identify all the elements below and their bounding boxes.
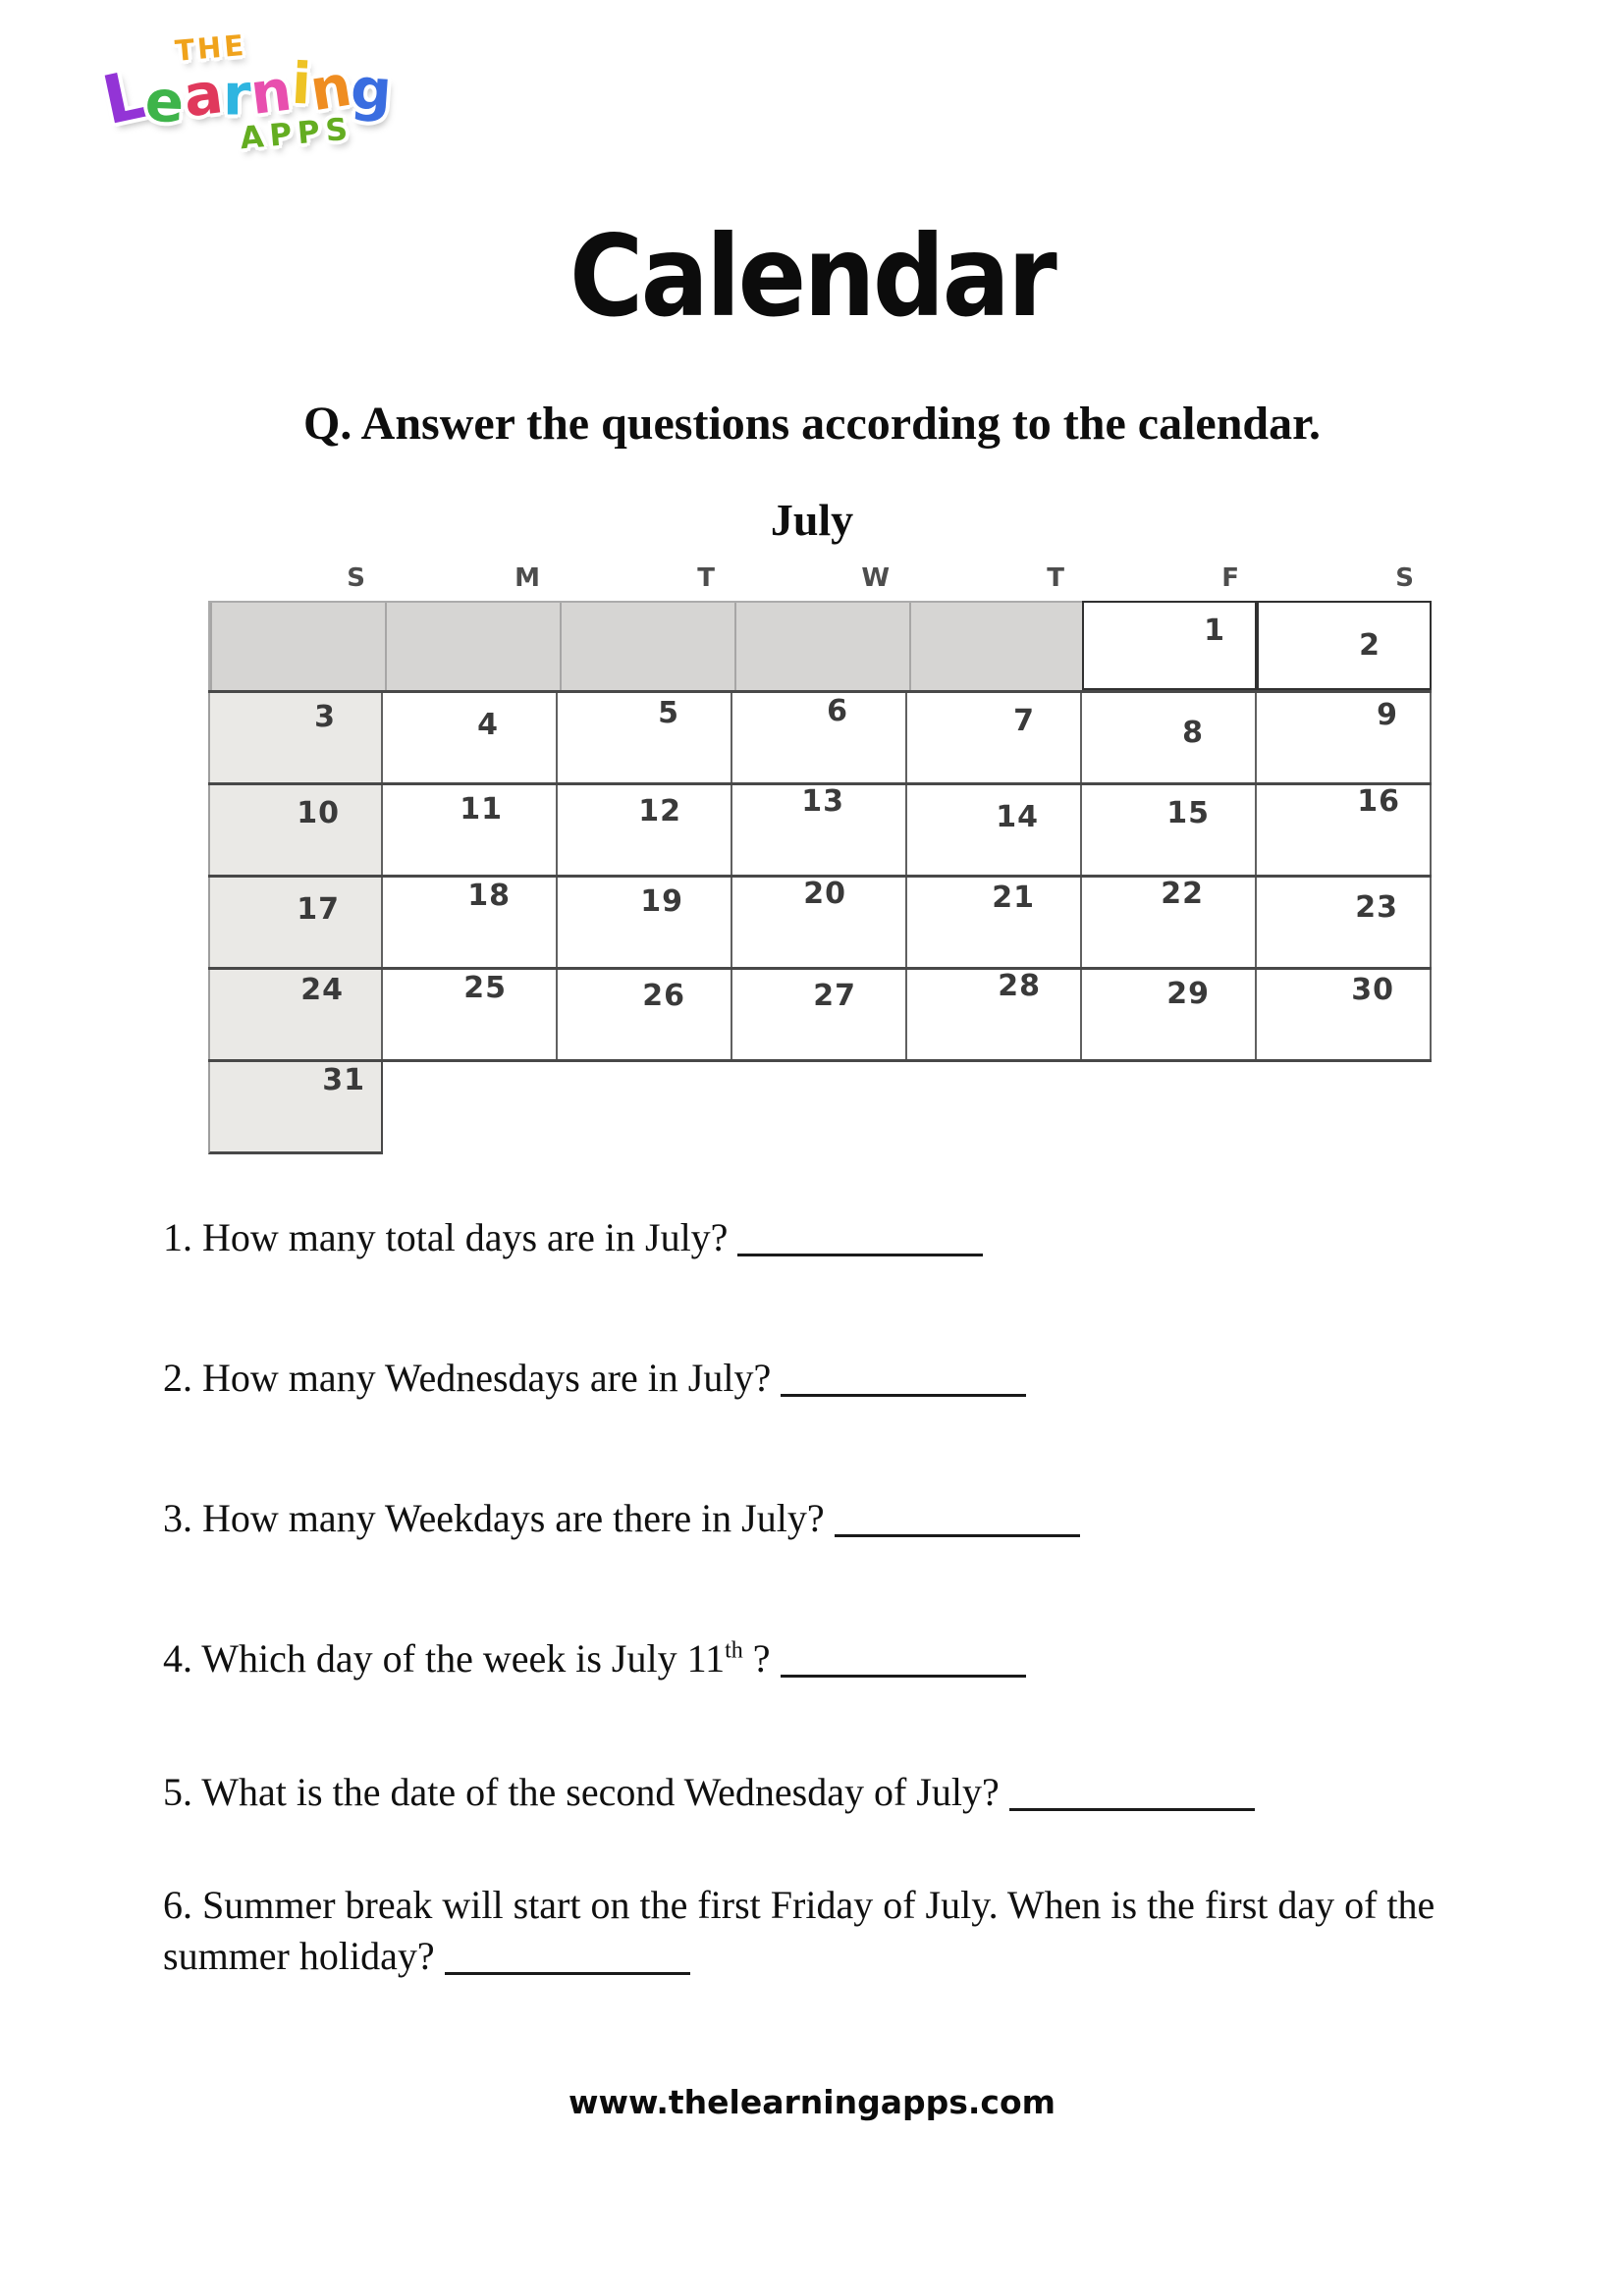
weekday-header: M: [514, 563, 540, 593]
day-number: 14: [996, 800, 1039, 834]
calendar-week-row: [208, 970, 1432, 1062]
calendar-week-row: [208, 785, 1432, 878]
day-cell: [558, 785, 732, 875]
answer-blank: [1009, 1775, 1255, 1811]
day-cell: [1257, 693, 1432, 782]
day-cell: [558, 693, 732, 782]
day-cell: [558, 878, 732, 967]
weekday-header-row: [208, 563, 1432, 593]
day-cell: [383, 693, 558, 782]
day-number: 2: [1359, 628, 1380, 663]
day-number: 21: [992, 881, 1035, 915]
question: [163, 1880, 1489, 1982]
day-number: 22: [1161, 877, 1204, 911]
day-cell: [907, 878, 1082, 967]
day-number: 8: [1182, 716, 1204, 750]
calendar-week-row: [208, 878, 1432, 970]
answer-blank: [781, 1641, 1026, 1678]
day-cell: [1082, 785, 1257, 875]
logo-letter: g: [348, 55, 394, 125]
day-cell: [732, 693, 907, 782]
day-cell: [208, 785, 383, 875]
logo-apps-text: APPS: [239, 111, 355, 157]
question-text: 1. How many total days are in July?: [163, 1215, 729, 1259]
day-number: 23: [1355, 890, 1398, 925]
calendar-week-row: [208, 1062, 383, 1154]
answer-blank: [781, 1361, 1026, 1397]
day-cell: [1082, 693, 1257, 782]
day-cell: [1257, 601, 1432, 690]
day-cell: [1257, 970, 1432, 1059]
day-cell: [208, 878, 383, 967]
logo-letter: n: [305, 51, 356, 125]
day-number: 13: [801, 784, 844, 819]
calendar-week-row: [208, 601, 1432, 693]
day-cell: [907, 785, 1082, 875]
weekday-header: W: [861, 563, 890, 593]
day-cell: [1257, 878, 1432, 967]
logo-letter: r: [222, 61, 251, 129]
day-number: 7: [1013, 704, 1035, 738]
day-cell: [907, 693, 1082, 782]
question-text: 3. How many Weekdays are there in July?: [163, 1496, 825, 1540]
question: [163, 1493, 1080, 1544]
day-number: 27: [813, 979, 856, 1013]
weekday-header: S: [347, 563, 365, 593]
day-number: 30: [1351, 973, 1394, 1007]
logo: [87, 22, 407, 162]
weekday-header: F: [1221, 563, 1239, 593]
empty-days-block: [208, 601, 1082, 690]
question-superscript: th: [725, 1637, 743, 1664]
logo-letter: a: [180, 59, 227, 131]
day-cell: [558, 970, 732, 1059]
question-text: 2. How many Wednesdays are in July?: [163, 1356, 772, 1400]
question-text: 5. What is the date of the second Wednesday of July?: [163, 1770, 1000, 1814]
day-number: 10: [297, 796, 340, 830]
question: [163, 1633, 1026, 1684]
day-number: 12: [638, 794, 681, 828]
day-number: 28: [998, 969, 1041, 1003]
question: [163, 1212, 983, 1263]
footer-url: www.thelearningapps.com: [568, 2083, 1056, 2121]
weekday-header: S: [1395, 563, 1414, 593]
day-cell: [1082, 970, 1257, 1059]
logo-letter: n: [246, 56, 296, 128]
day-cell: [1082, 878, 1257, 967]
logo-letter: L: [95, 55, 154, 141]
day-number: 3: [314, 700, 336, 734]
answer-blank: [835, 1501, 1080, 1537]
day-number: 19: [640, 884, 683, 919]
day-number: 26: [642, 979, 685, 1013]
day-cell: [383, 970, 558, 1059]
question-text: 6. Summer break will start on the first Friday of July. When is the first day of the summer holiday?: [163, 1883, 1435, 1978]
logo-the-text: THE: [173, 27, 248, 69]
day-number: 15: [1166, 796, 1210, 830]
calendar-table: [208, 601, 1432, 1154]
day-number: 16: [1357, 784, 1400, 819]
day-number: 31: [322, 1063, 365, 1097]
day-cell: [732, 785, 907, 875]
day-cell: [1257, 785, 1432, 875]
day-number: 18: [467, 879, 511, 913]
day-cell: [732, 878, 907, 967]
page-title: Calendar: [568, 211, 1056, 342]
weekday-header: T: [1047, 563, 1064, 593]
day-number: 11: [460, 792, 503, 827]
day-number: 5: [658, 696, 679, 730]
calendar-week-row: [208, 693, 1432, 785]
day-cell: [1082, 601, 1257, 690]
question: [163, 1767, 1255, 1818]
day-number: 4: [477, 708, 499, 742]
logo-letter: i: [289, 49, 313, 118]
day-cell: [383, 878, 558, 967]
logo-letter: e: [143, 67, 186, 136]
day-number: 24: [300, 973, 344, 1007]
question: [163, 1353, 1026, 1404]
day-number: 25: [463, 971, 507, 1005]
question-text-tail: ?: [742, 1636, 771, 1681]
day-number: 1: [1204, 614, 1225, 648]
day-cell: [907, 970, 1082, 1059]
weekday-header: T: [697, 563, 715, 593]
day-number: 29: [1166, 977, 1210, 1011]
day-cell: [732, 970, 907, 1059]
question-text: 4. Which day of the week is July 11: [163, 1636, 726, 1681]
day-number: 9: [1377, 698, 1398, 732]
day-number: 6: [827, 694, 848, 728]
day-cell: [383, 785, 558, 875]
calendar-month-title: July: [770, 495, 854, 545]
day-cell: [208, 970, 383, 1059]
answer-blank: [737, 1220, 983, 1256]
day-cell: [208, 693, 383, 782]
day-cell: [208, 1062, 383, 1154]
day-number: 17: [297, 892, 340, 927]
answer-blank: [445, 1939, 690, 1975]
day-number: 20: [803, 877, 846, 911]
question-heading: Q. Answer the questions according to the calendar.: [302, 398, 1322, 450]
